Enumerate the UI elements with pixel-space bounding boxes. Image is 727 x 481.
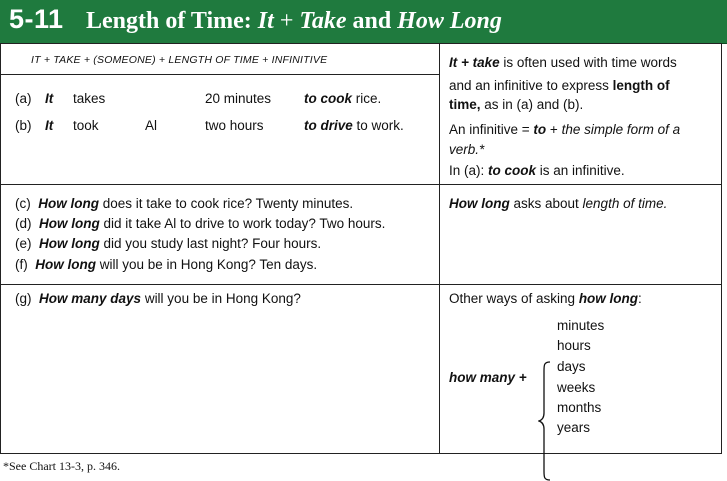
formula-divider <box>1 74 439 75</box>
example-person: Al <box>145 118 158 133</box>
how-many-formula: how many + <box>449 370 527 385</box>
explanation-line: Other ways of asking how long: <box>449 291 642 306</box>
time-unit: months <box>557 400 602 415</box>
example-verb: took <box>73 118 99 133</box>
time-unit: minutes <box>557 318 605 333</box>
example-line: (d) How long did it take Al to drive to work today? Two hours. <box>15 216 386 231</box>
pattern-formula: IT + TAKE + (SOMEONE) + LENGTH OF TIME + INFINITIVE <box>31 54 328 66</box>
explanation-line: In (a): to cook is an infinitive. <box>449 163 625 178</box>
explanation-line: and an infinitive to express length of <box>449 78 670 93</box>
column-divider <box>439 44 440 453</box>
example-subject: It <box>45 118 54 133</box>
row-divider <box>1 284 721 285</box>
explanation-line: It + take is often used with time words <box>449 55 677 70</box>
example-line: (e) How long did you study last night? Four hours. <box>15 236 322 251</box>
chart-header <box>0 0 727 44</box>
example-line: (g) How many days will you be in Hong Kong? <box>15 291 301 306</box>
explanation-line: An infinitive = to + the simple form of a <box>449 122 681 137</box>
example-label: (a) <box>15 91 32 106</box>
grammar-chart <box>0 43 722 454</box>
example-time: 20 minutes <box>205 91 272 106</box>
example-verb: takes <box>73 91 106 106</box>
explanation-line: How long asks about length of time. <box>449 196 668 211</box>
curly-brace-icon <box>538 361 552 481</box>
time-unit: days <box>557 359 586 374</box>
explanation-line: verb.* <box>449 142 485 157</box>
chart-number: 5-11 <box>9 4 64 34</box>
explanation-line: time, as in (a) and (b). <box>449 97 584 112</box>
example-infinitive: to drive to work. <box>304 118 404 133</box>
example-line: (c) How long does it take to cook rice? Twenty minutes. <box>15 196 354 211</box>
time-unit: years <box>557 420 591 435</box>
row-divider <box>1 184 721 185</box>
example-subject: It <box>45 91 54 106</box>
time-unit: weeks <box>557 380 596 395</box>
chart-title: Length of Time: It + Take and How Long <box>86 8 502 34</box>
example-infinitive: to cook rice. <box>304 91 382 106</box>
example-label: (b) <box>15 118 32 133</box>
example-time: two hours <box>205 118 264 133</box>
example-line: (f) How long will you be in Hong Kong? Ten days. <box>15 257 318 272</box>
footnote: *See Chart 13-3, p. 346. <box>3 459 120 473</box>
time-unit: hours <box>557 338 591 353</box>
